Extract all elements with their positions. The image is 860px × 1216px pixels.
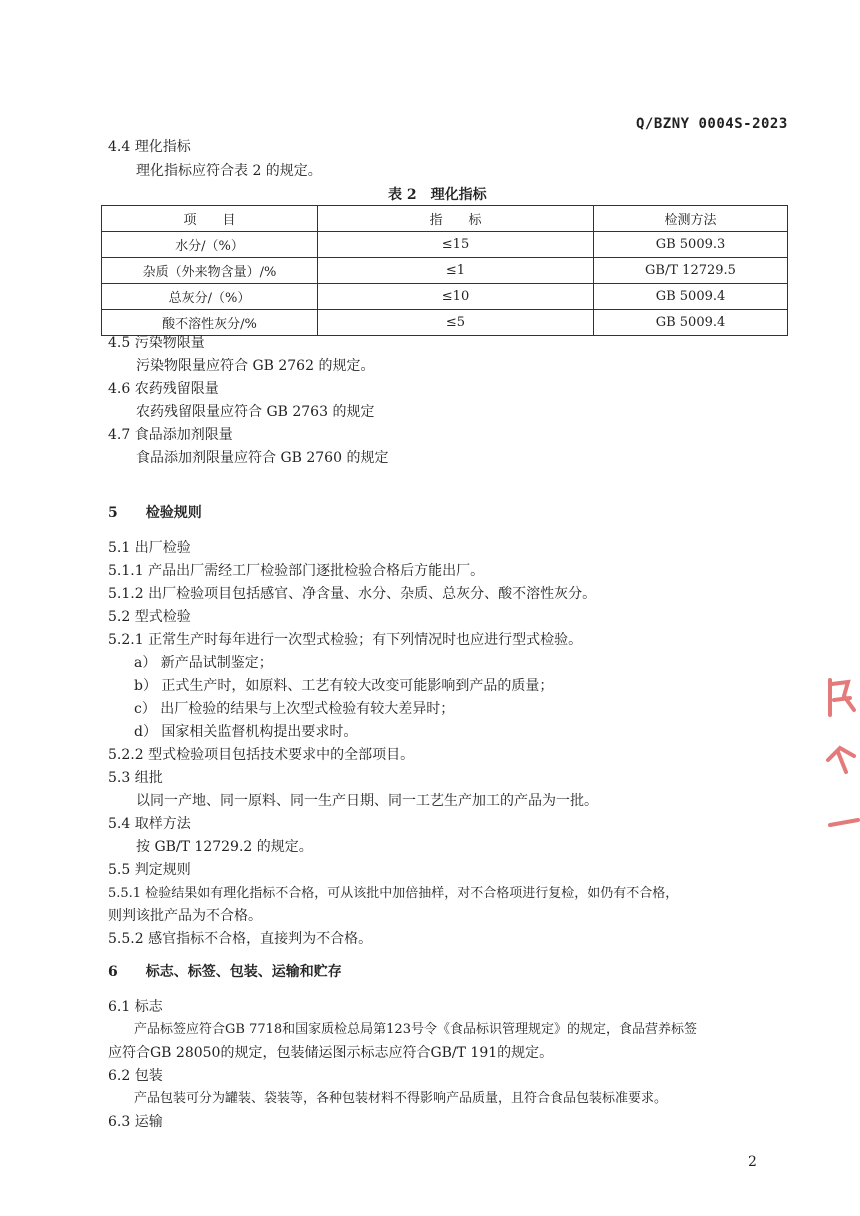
cell-indicator: ≤10 (318, 284, 594, 310)
section-5-1-2: 5.1.2 出厂检验项目包括感官、净含量、水分、杂质、总灰分、酸不溶性灰分。 (108, 586, 597, 602)
cell-item: 酸不溶性灰分/% (102, 310, 318, 336)
cell-item: 总灰分/（%） (102, 284, 318, 310)
section-6-3: 6.3 运输 (108, 1114, 163, 1130)
header-indicator: 指 标 (318, 206, 594, 232)
section-5-2-2: 5.2.2 型式检验项目包括技术要求中的全部项目。 (108, 747, 415, 763)
section-4-7-body: 食品添加剂限量应符合 GB 2760 的规定 (136, 450, 389, 466)
cell-item: 杂质（外来物含量）/% (102, 258, 318, 284)
section-5-3-body: 以同一产地、同一原料、同一生产日期、同一工艺生产加工的产品为一批。 (136, 793, 598, 809)
table-row (102, 232, 788, 258)
section-4-5-body: 污染物限量应符合 GB 2762 的规定。 (136, 358, 375, 374)
section-5-1: 5.1 出厂检验 (108, 540, 191, 556)
cell-method: GB 5009.4 (594, 310, 788, 336)
section-5-4-body: 按 GB/T 12729.2 的规定。 (136, 839, 313, 855)
section-5-2: 5.2 型式检验 (108, 609, 191, 625)
section-5-5-1-line1: 5.5.1 检验结果如有理化指标不合格，可从该批中加倍抽样，对不合格项进行复检，如仍有不合格， (108, 886, 679, 901)
header-item: 项 目 (102, 206, 318, 232)
section-6-title: 6 标志、标签、包装、运输和贮存 (108, 964, 342, 980)
stamp-fragment-icon (820, 660, 860, 850)
section-6-1-line2: 应符合GB 28050的规定，包装储运图示标志应符合GB/T 191的规定。 (108, 1045, 554, 1061)
section-5-4: 5.4 取样方法 (108, 816, 191, 832)
section-6-1-line1: 产品标签应符合GB 7718和国家质检总局第123号令《食品标识管理规定》的规定，食品营养标签 (134, 1022, 697, 1037)
list-item: c） 出厂检验的结果与上次型式检验有较大差异时； (134, 701, 455, 717)
table-caption: 表 2 理化指标 (388, 187, 487, 203)
section-4-5-title: 4.5 污染物限量 (108, 335, 205, 351)
table-row (102, 284, 788, 310)
physicochemical-table (101, 205, 788, 336)
list-item: d） 国家相关监督机构提出要求时。 (134, 724, 358, 740)
page-number: 2 (748, 1154, 757, 1170)
section-5-title: 5 检验规则 (108, 505, 202, 521)
cell-indicator: ≤1 (318, 258, 594, 284)
section-4-7-title: 4.7 食品添加剂限量 (108, 427, 233, 443)
list-item: a） 新产品试制鉴定； (134, 655, 273, 671)
section-6-2: 6.2 包装 (108, 1068, 163, 1084)
table-row (102, 310, 788, 336)
table-header-row (102, 206, 788, 232)
cell-indicator: ≤15 (318, 232, 594, 258)
section-5-3: 5.3 组批 (108, 770, 163, 786)
cell-item: 水分/（%） (102, 232, 318, 258)
table-row (102, 258, 788, 284)
cell-method: GB/T 12729.5 (594, 258, 788, 284)
list-item: b） 正式生产时，如原料、工艺有较大改变可能影响到产品的质量； (134, 678, 554, 694)
cell-indicator: ≤5 (318, 310, 594, 336)
section-5-5-1-line2: 则判该批产品为不合格。 (108, 908, 262, 924)
section-6-1: 6.1 标志 (108, 999, 163, 1015)
section-5-5-2: 5.5.2 感官指标不合格，直接判为不合格。 (108, 931, 373, 947)
section-4-4-body: 理化指标应符合表 2 的规定。 (136, 163, 322, 179)
section-4-6-body: 农药残留限量应符合 GB 2763 的规定 (136, 404, 375, 420)
section-4-4-title: 4.4 理化指标 (108, 139, 191, 155)
section-5-5: 5.5 判定规则 (108, 862, 191, 878)
cell-method: GB 5009.4 (594, 284, 788, 310)
section-5-1-1: 5.1.1 产品出厂需经工厂检验部门逐批检验合格后方能出厂。 (108, 563, 485, 579)
cell-method: GB 5009.3 (594, 232, 788, 258)
section-6-2-body: 产品包装可分为罐装、袋装等，各种包装材料不得影响产品质量，且符合食品包装标准要求。 (134, 1091, 668, 1106)
section-4-6-title: 4.6 农药残留限量 (108, 381, 219, 397)
section-5-2-1: 5.2.1 正常生产时每年进行一次型式检验；有下列情况时也应进行型式检验。 (108, 632, 583, 648)
document-code: Q/BZNY 0004S-2023 (636, 116, 788, 132)
header-method: 检测方法 (594, 206, 788, 232)
